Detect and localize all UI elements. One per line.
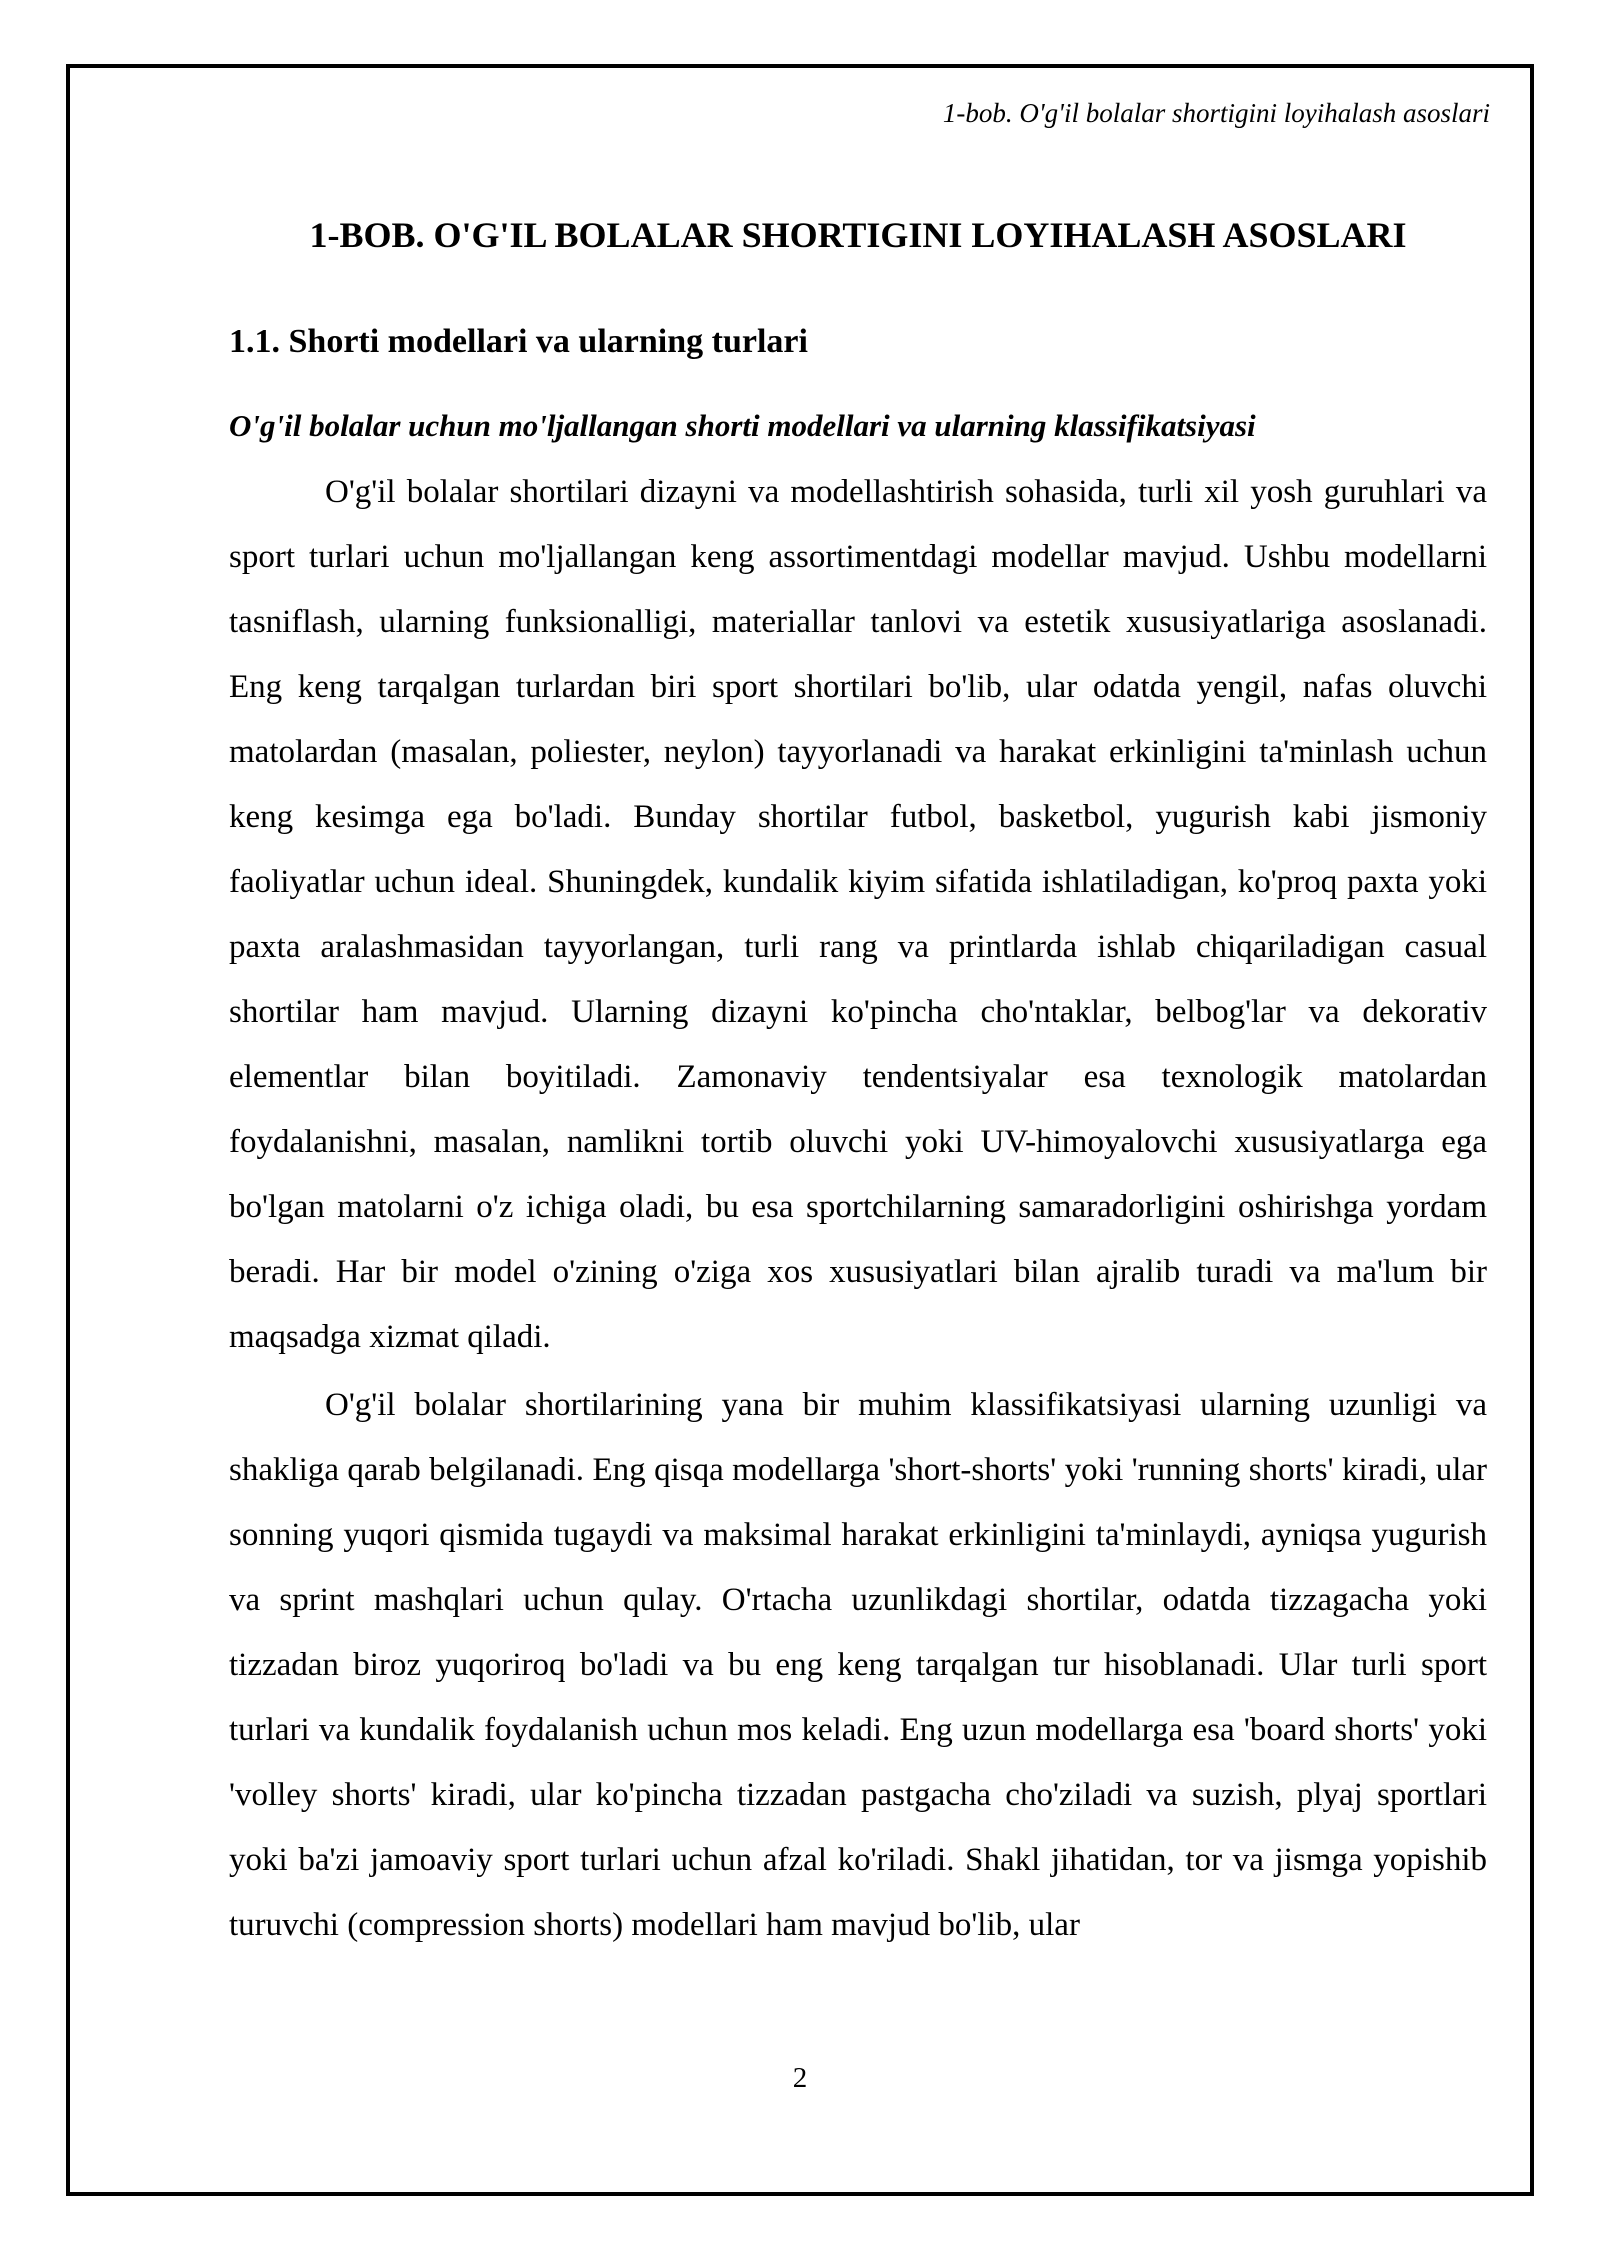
page-content [229, 210, 1487, 1958]
page-number: 2 [792, 2062, 808, 2094]
body-paragraph: O'g'il bolalar shortilarining yana bir muhim klassifikatsiyasi ularning uzunligi va shakliga qarab belgilanadi. Eng qisqa modellarga 'short-shorts' yoki 'running shorts' kiradi, ular sonning yuqori qismida tugaydi va maksimal harakat erkinligini ta'minlaydi, ayniqsa yugurish va sprint mashqlari uchun qulay. O'rtacha uzunlikdagi shortilar, odatda tizzagacha yoki tizzadan biroz yuqoriroq bo'ladi va bu eng keng tarqalgan tur hisoblanadi. Ular turli sport turlari va kundalik foydalanish uchun mos keladi. Eng uzun modellarga esa 'board shorts' yoki 'volley shorts' kiradi, ular ko'pincha tizzadan pastgacha cho'ziladi va suzish, plyaj sportlari yoki ba'zi jamoaviy sport turlari uchun afzal ko'riladi. Shakl jihatidan, tor va jismga yopishib turuvchi (compression shorts) modellari ham mavjud bo'lib, ular [229, 1387, 1487, 1943]
chapter-title: 1-BOB. O'G'IL BOLALAR SHORTIGINI LOYIHALASH ASOSLARI [309, 215, 1407, 255]
section-title: 1.1. Shorti modellari va ularning turlari [229, 323, 808, 360]
running-header: 1-bob. O'g'il bolalar shortigini loyihalash asoslari [942, 98, 1490, 128]
body-paragraph: O'g'il bolalar shortilari dizayni va modellashtirish sohasida, turli xil yosh guruhlari va sport turlari uchun mo'ljallangan keng assortimentdagi modellar mavjud. Ushbu modellarni tasniflash, ularning funksionalligi, materiallar tanlovi va estetik xususiyatlariga asoslanadi. Eng keng tarqalgan turlardan biri sport shortilari bo'lib, ular odatda yengil, nafas oluvchi matolardan (masalan, poliester, neylon) tayyorlanadi va harakat erkinligini ta'minlash uchun keng kesimga ega bo'ladi. Bunday shortilar futbol, basketbol, yugurish kabi jismoniy faoliyatlar uchun ideal. Shuningdek, kundalik kiyim sifatida ishlatiladigan, ko'proq paxta yoki paxta aralashmasidan tayyorlangan, turli rang va printlarda ishlab chiqariladigan casual shortilar ham mavjud. Ularning dizayni ko'pincha cho'ntaklar, belbog'lar va dekorativ elementlar bilan boyitiladi. Zamonaviy tendentsiyalar esa texnologik matolardan foydalanishni, masalan, namlikni tortib oluvchi yoki UV-himoyalovchi xususiyatlarga ega bo'lgan matolarni o'z ichiga oladi, bu esa sportchilarning samaradorligini oshirishga yordam beradi. Har bir model o'zining o'ziga xos xususiyatlari bilan ajralib turadi va ma'lum bir maqsadga xizmat qiladi. [229, 474, 1487, 1355]
section-subtitle: O'g'il bolalar uchun mo'ljallangan shorti modellari va ularning klassifikatsiyasi [229, 408, 1256, 443]
